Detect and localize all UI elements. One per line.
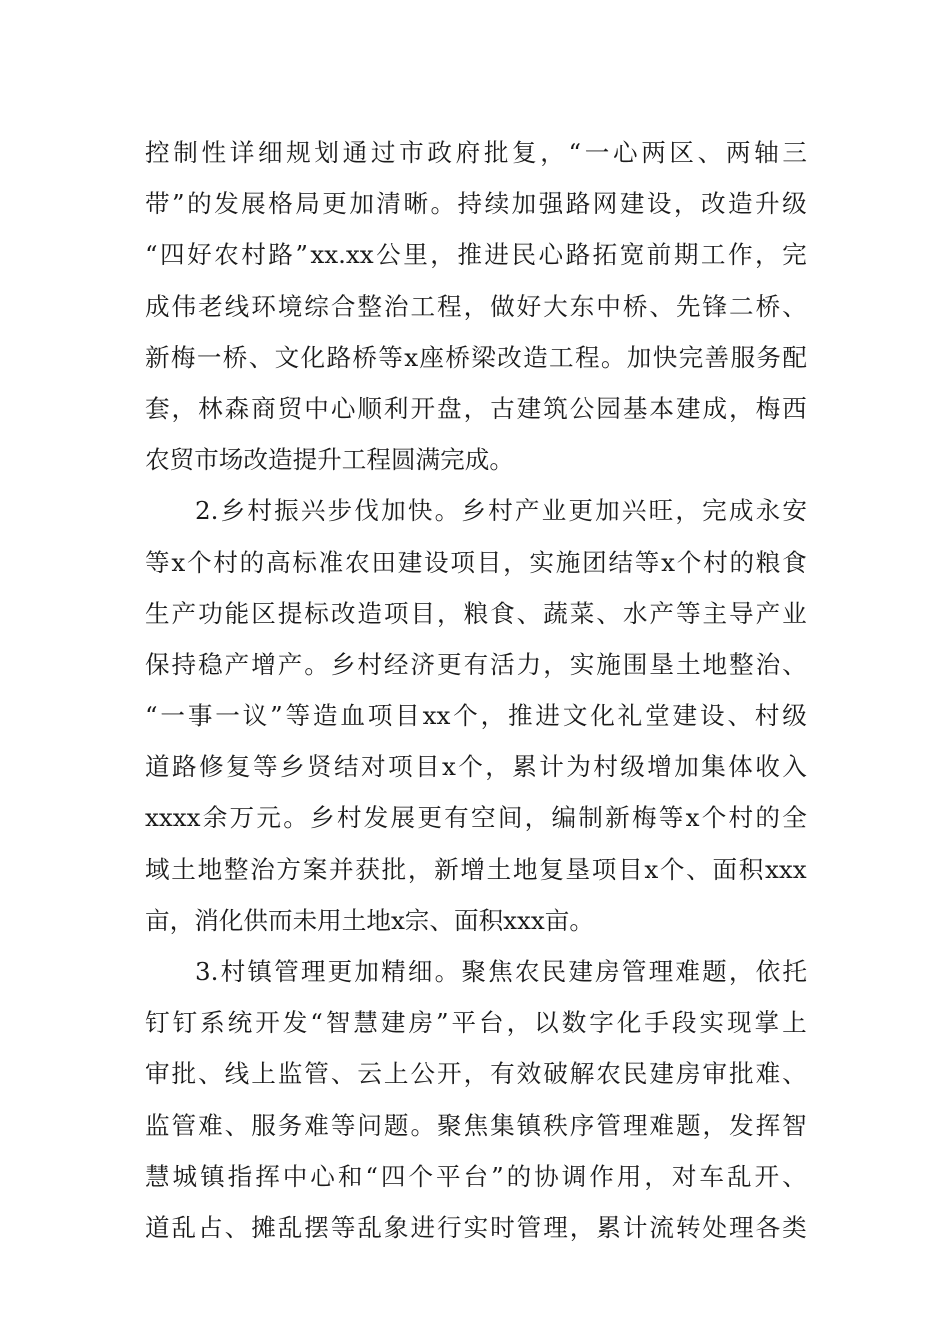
text-line: 道 乱 占 、 摊 乱 摆 等 乱 象 进 行 实 时 管 理 ， 累 计 流 转 处 理 各 类 (145, 1212, 807, 1242)
text-line: 套 ， 林 森 商 贸 中 心 顺 利 开 盘 ， 古 建 筑 公 园 基 本 建 成 ， 梅 西 (145, 393, 807, 423)
text-line: 3. 村 镇 管 理 更 加 精 细 。 聚 焦 农 民 建 房 管 理 难 题 ， 依 托 (195, 957, 807, 986)
text-line: 2. 乡 村 振 兴 步 伐 加 快 。 乡 村 产 业 更 加 兴 旺 ， 完 成 永 安 (195, 496, 807, 526)
text-line: 审 批 、 线 上 监 管 、 云 上 公 开 ， 有 效 破 解 农 民 建 房 审 批 难 、 (145, 1059, 807, 1089)
text-line: 生 产 功 能 区 提 标 改 造 项 目 ， 粮 食 、 蔬 菜 、 水 产 等 主 导 产 业 (145, 598, 807, 628)
text-line: 监 管 难 、 服 务 难 等 问 题 。 聚 焦 集 镇 秩 序 管 理 难 题 ， 发 挥 智 (145, 1110, 807, 1140)
text-line: “ 四 好 农 村 路 ” xx.xx 公 里 ， 推 进 民 心 路 拓 宽 前 期 工 作 ， 完 (145, 240, 807, 270)
text-line: 慧 城 镇 指 挥 中 心 和 “ 四 个 平 台 ” 的 协 调 作 用 ， 对 车 乱 开 、 (145, 1161, 807, 1191)
text-line: 钉 钉 系 统 开 发 “ 智 慧 建 房 ” 平 台 ， 以 数 字 化 手 段 实 现 掌 上 (145, 1008, 807, 1038)
text-line: 成 伟 老 线 环 境 综 合 整 治 工 程 ， 做 好 大 东 中 桥 、 先 锋 二 桥 、 (145, 291, 807, 321)
text-line: 道 路 修 复 等 乡 贤 结 对 项 目 x 个 ， 累 计 为 村 级 增 加 集 体 收 入 (145, 752, 807, 782)
text-line: 控 制 性 详 细 规 划 通 过 市 政 府 批 复 ， “ 一 心 两 区 、 两 轴 三 (145, 138, 807, 167)
text-line: 新 梅 一 桥 、 文 化 路 桥 等 x 座 桥 梁 改 造 工 程 。 加 快 完 善 服 务 配 (145, 342, 807, 372)
text-line: 农贸市场改造提升工程圆满完成。 (145, 445, 514, 475)
text-line: 域 土 地 整 治 方 案 并 获 批 ， 新 增 土 地 复 垦 项 目 x 个 、 面 积 xxx (145, 854, 807, 884)
text-line: “ 一 事 一 议 ” 等 造 血 项 目 xx 个 ， 推 进 文 化 礼 堂 建 设 、 村 级 (145, 701, 807, 731)
text-line: 带 ” 的 发 展 格 局 更 加 清 晰 。 持 续 加 强 路 网 建 设 ， 改 造 升 级 (145, 189, 807, 219)
body-text (145, 127, 807, 1253)
text-line: 保 持 稳 产 增 产 。 乡 村 经 济 更 有 活 力 ， 实 施 围 垦 土 地 整 治 、 (145, 649, 807, 679)
text-line: 亩，消化供而未用土地x宗、面积xxx亩。 (145, 905, 594, 935)
text-line: 等 x 个 村 的 高 标 准 农 田 建 设 项 目 ， 实 施 团 结 等 x 个 村 的 粮 食 (145, 547, 807, 577)
text-line: xxxx 余 万 元 。 乡 村 发 展 更 有 空 间 ， 编 制 新 梅 等 x 个 村 的 全 (145, 803, 807, 833)
